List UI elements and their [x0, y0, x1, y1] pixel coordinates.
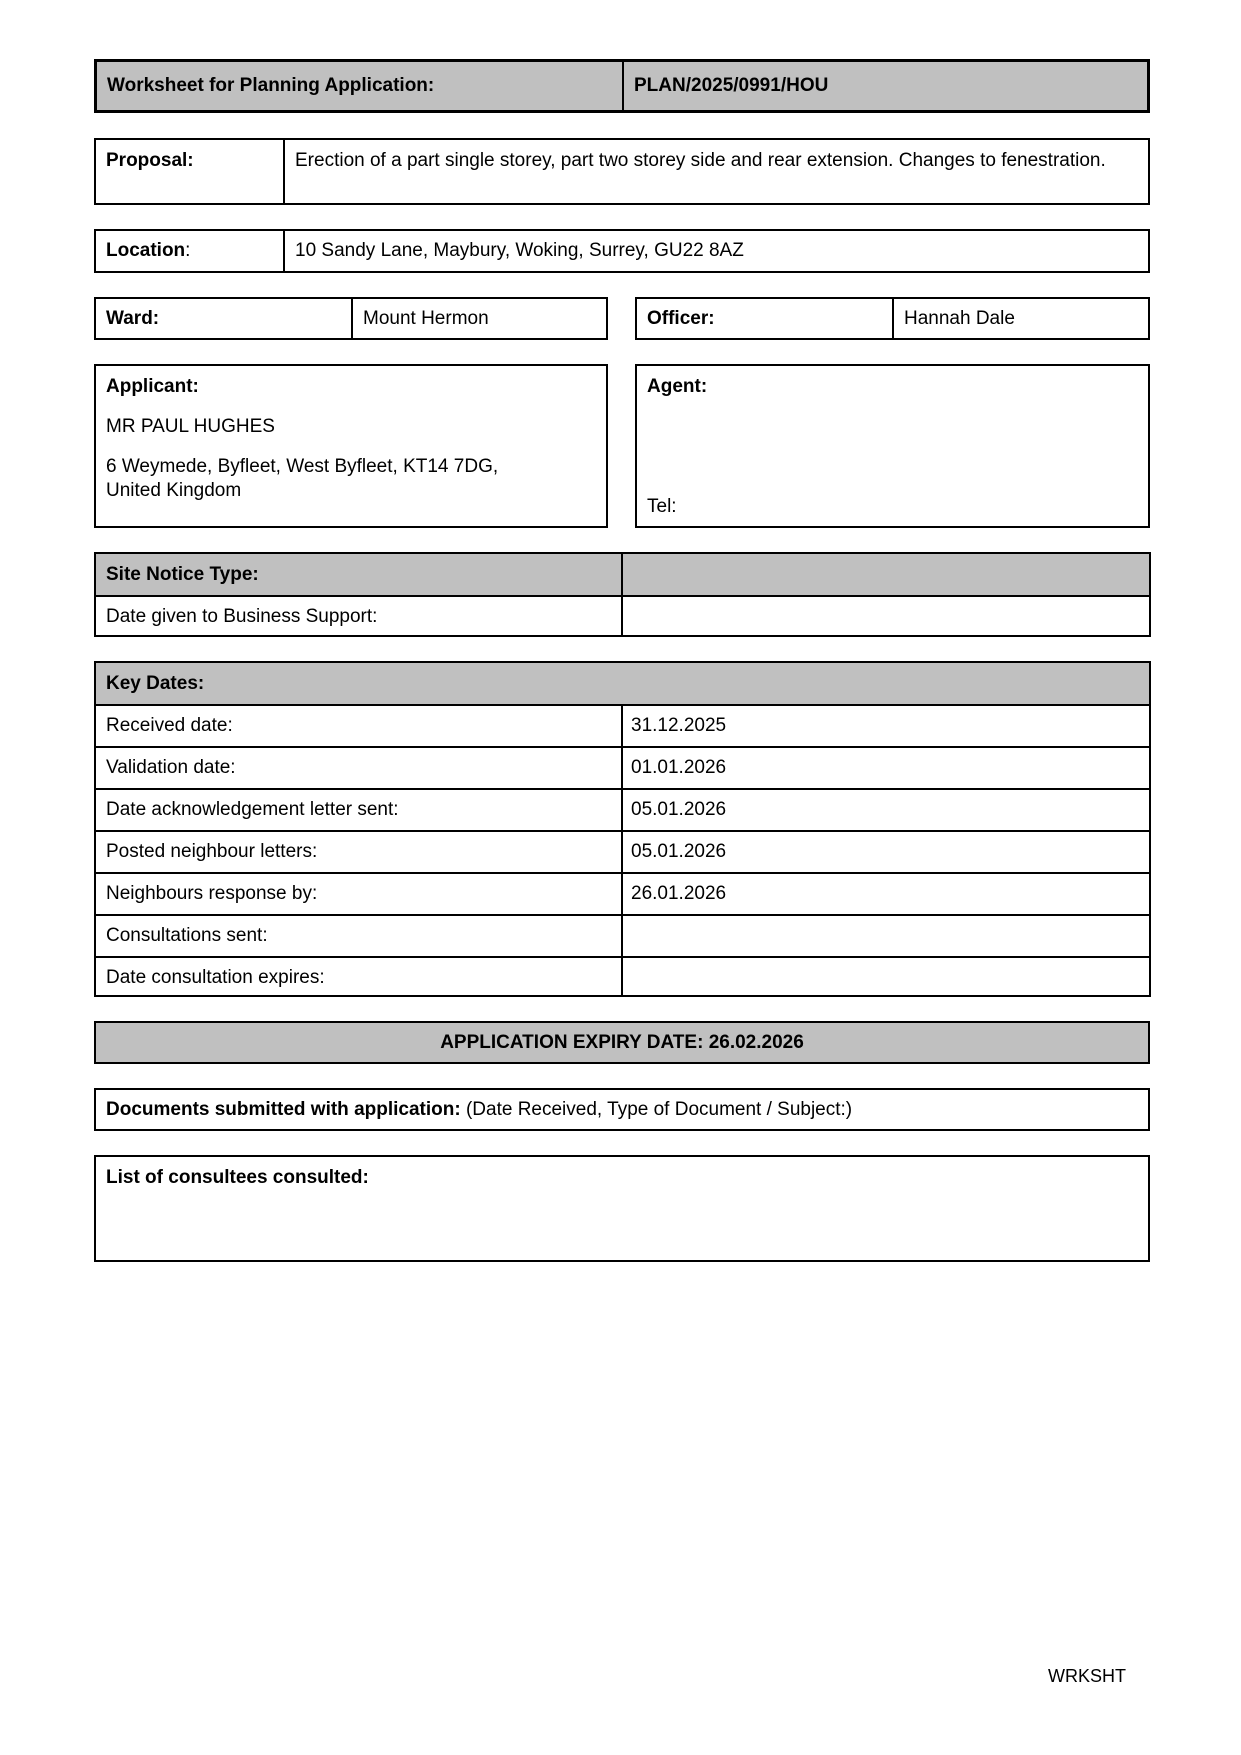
divider: [621, 554, 623, 635]
consultees-box: [94, 1155, 1150, 1262]
key-dates-title: Key Dates:: [106, 672, 205, 694]
key-date-label: Posted neighbour letters:: [106, 841, 318, 862]
key-dates-body: [96, 706, 1149, 995]
documents-note: (Date Received, Type of Document / Subject:): [460, 1098, 853, 1120]
key-date-label: Neighbours response by:: [106, 883, 318, 904]
expiry-date-banner: [94, 1021, 1150, 1064]
key-dates-title-row: [96, 663, 1149, 704]
worksheet-header: [94, 59, 1150, 113]
site-notice-box: [94, 552, 1151, 637]
key-date-value: 26.01.2026: [631, 883, 727, 904]
location-text: 10 Sandy Lane, Maybury, Woking, Surrey, GU22 8AZ: [295, 240, 744, 261]
key-date-value: 05.01.2026: [631, 799, 727, 820]
location-box: [94, 229, 1150, 273]
divider: [621, 706, 623, 995]
key-date-label: Validation date:: [106, 757, 236, 778]
ward-value: Mount Hermon: [363, 307, 489, 329]
key-date-label: Received date:: [106, 715, 233, 736]
documents-box: [94, 1088, 1150, 1131]
agent-tel-label: Tel:: [647, 496, 677, 517]
location-label-cell: [96, 231, 282, 271]
key-date-label: Consultations sent:: [106, 925, 268, 946]
applicant-label: Applicant:: [106, 376, 199, 397]
key-date-value: 01.01.2026: [631, 757, 727, 778]
agent-box: [635, 364, 1150, 528]
expiry-date-text: APPLICATION EXPIRY DATE: 26.02.2026: [440, 1031, 804, 1053]
officer-value: Hannah Dale: [904, 307, 1015, 329]
key-date-label: Date acknowledgement letter sent:: [106, 799, 399, 820]
key-dates-box: [94, 661, 1151, 997]
applicant-box: [94, 364, 608, 528]
agent-label: Agent:: [647, 376, 708, 397]
proposal-text: Erection of a part single storey, part two storey side and rear extension. Changes to fenestration.: [295, 150, 1106, 171]
location-label: Location: [106, 240, 186, 261]
proposal-label: Proposal:: [106, 150, 194, 171]
applicant-address-line1: 6 Weymede, Byfleet, West Byfleet, KT14 7DG,: [106, 456, 499, 477]
applicant-name: MR PAUL HUGHES: [106, 416, 275, 437]
consultees-label: List of consultees consulted:: [106, 1167, 369, 1188]
worksheet-header-label: Worksheet for Planning Application:: [107, 75, 435, 96]
location-label-colon: :: [185, 240, 191, 261]
proposal-box: [94, 138, 1150, 205]
key-date-value: 31.12.2025: [631, 715, 727, 736]
applicant-address-line2: United Kingdom: [106, 480, 242, 501]
documents-label: Documents submitted with application:: [106, 1098, 461, 1120]
application-reference: PLAN/2025/0991/HOU: [634, 75, 829, 96]
officer-label: Officer:: [647, 307, 715, 329]
ward-box: [94, 297, 608, 340]
key-date-label: Date consultation expires:: [106, 967, 325, 988]
ward-label: Ward:: [106, 307, 160, 329]
footer-code: WRKSHT: [1048, 1666, 1126, 1686]
business-support-label: Date given to Business Support:: [106, 606, 378, 627]
officer-box: [635, 297, 1150, 340]
site-notice-label: Site Notice Type:: [106, 563, 259, 585]
key-date-value: 05.01.2026: [631, 841, 727, 862]
